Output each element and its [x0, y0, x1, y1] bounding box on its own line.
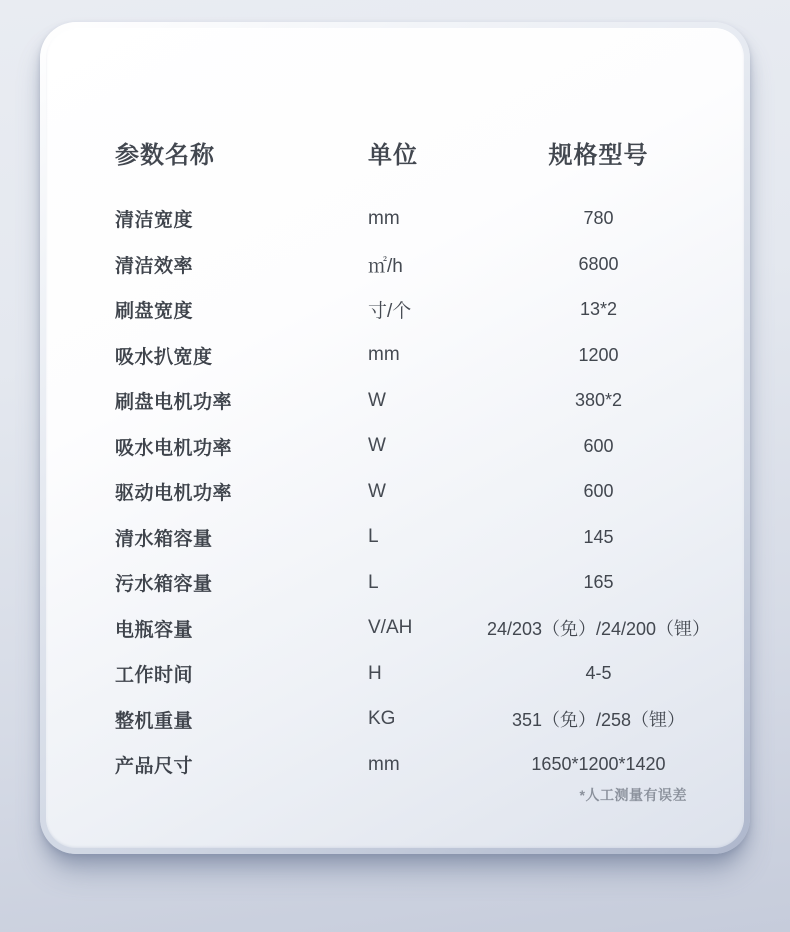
param-unit: W — [368, 480, 386, 502]
param-name: 吸水电机功率 — [115, 437, 233, 459]
spec-card-glass-edge — [40, 22, 750, 854]
param-value: 600 — [583, 481, 614, 502]
spec-table — [46, 28, 744, 848]
table-header-row — [115, 135, 732, 169]
param-value: 24/203（免）/24/200（锂） — [486, 619, 711, 640]
param-unit: mm — [368, 207, 400, 229]
param-unit: ㎡/h — [368, 255, 403, 277]
param-value: 1650*1200*1420 — [531, 754, 666, 775]
param-value: 351（免）/258（锂） — [511, 710, 686, 731]
param-value: 145 — [583, 526, 614, 547]
table-row — [115, 196, 732, 242]
table-row — [115, 333, 732, 379]
param-unit: 寸/个 — [368, 301, 412, 323]
param-name: 整机重量 — [115, 710, 194, 732]
param-name: 电瓶容量 — [115, 619, 194, 641]
param-value: 165 — [583, 572, 614, 593]
param-name: 污水箱容量 — [115, 574, 213, 596]
param-value: 6800 — [578, 253, 619, 274]
table-row — [115, 697, 732, 743]
param-unit: V/AH — [368, 617, 413, 639]
table-row — [115, 242, 732, 288]
table-row — [115, 469, 732, 515]
header-spec-model: 规格型号 — [548, 142, 649, 169]
param-value: 380*2 — [574, 390, 623, 411]
param-name: 清水箱容量 — [115, 528, 213, 550]
table-row — [115, 424, 732, 470]
param-name: 驱动电机功率 — [115, 483, 233, 505]
header-unit: 单位 — [368, 142, 418, 169]
param-unit: KG — [368, 708, 396, 730]
param-name: 清洁宽度 — [115, 210, 194, 232]
param-unit: W — [368, 389, 386, 411]
param-name: 清洁效率 — [115, 255, 194, 277]
spec-card — [46, 28, 744, 848]
param-unit: H — [368, 662, 382, 684]
table-row — [115, 515, 732, 561]
param-unit: mm — [368, 753, 400, 775]
param-unit: W — [368, 435, 386, 457]
table-row — [115, 742, 732, 788]
table-row — [115, 651, 732, 697]
param-name: 刷盘电机功率 — [115, 392, 233, 414]
param-value: 1200 — [578, 344, 619, 365]
param-unit: mm — [368, 344, 400, 366]
param-value: 600 — [583, 435, 614, 456]
param-name: 刷盘宽度 — [115, 301, 194, 323]
param-name: 吸水扒宽度 — [115, 346, 213, 368]
header-parameter-name: 参数名称 — [115, 142, 215, 169]
param-name: 工作时间 — [115, 665, 194, 687]
spec-rows — [115, 196, 732, 788]
table-row — [115, 378, 732, 424]
param-value: 780 — [583, 208, 614, 229]
param-unit: L — [368, 571, 379, 593]
param-name: 产品尺寸 — [115, 756, 194, 778]
param-unit: L — [368, 526, 379, 548]
table-row — [115, 560, 732, 606]
param-value: 13*2 — [579, 299, 618, 320]
param-value: 4-5 — [585, 663, 612, 684]
table-row — [115, 606, 732, 652]
measurement-disclaimer: *人工测量有误差 — [579, 786, 687, 803]
table-row — [115, 287, 732, 333]
